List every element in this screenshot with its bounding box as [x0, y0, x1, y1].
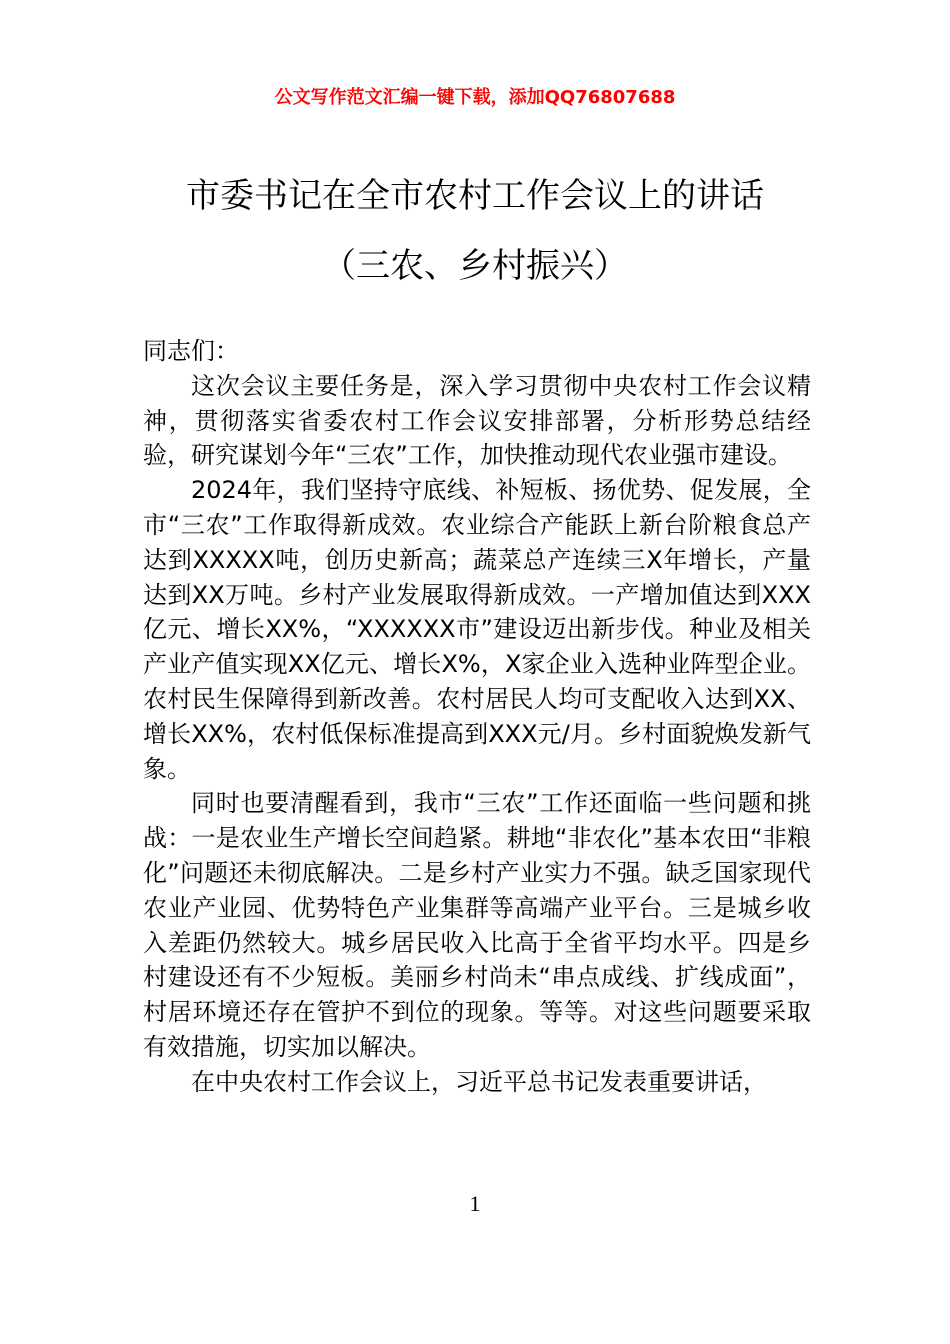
- document-subtitle: （三农、乡村振兴）: [322, 246, 628, 286]
- document-body: [143, 334, 811, 1100]
- paragraph-2: 2024年，我们坚持守底线、补短板、扬优势、促发展，全市“三农”工作取得新成效。农业综合产能跃上新台阶粮食总产达到XXXXX吨，创历史新高；蔬菜总产连续三X年增长，产量达到XX万吨。乡村产业发展取得新成效。一产增加值达到XXX亿元、增长XX%，“XXXXXX市”建设迈出新步伐。种业及相关产业产值实现XX亿元、增长X%，X家企业入选种业阵型企业。农村民生保障得到新改善。农村居民人均可支配收入达到XX、增长XX%，农村低保标准提高到XXX元/月。乡村面貌焕发新气象。: [143, 476, 811, 783]
- paragraph-4: 在中央农村工作会议上，习近平总书记发表重要讲话，: [191, 1067, 767, 1096]
- paragraph-1: 这次会议主要任务是，深入学习贯彻中央农村工作会议精神，贯彻落实省委农村工作会议安排部署，分析形势总结经验，研究谋划今年“三农”工作，加快推动现代农业强市建设。: [143, 371, 811, 470]
- download-note: 公文写作范文汇编一键下载，添加QQ76807688: [274, 87, 676, 108]
- document-title: 市委书记在全市农村工作会议上的讲话: [186, 176, 764, 216]
- salutation: 同志们：: [143, 337, 239, 365]
- page-number: 1: [469, 1191, 481, 1216]
- paragraph-3: 同时也要清醒看到，我市“三农”工作还面临一些问题和挑战：一是农业生产增长空间趋紧。耕地“非农化”基本农田“非粮化”问题还未彻底解决。二是乡村产业实力不强。缺乏国家现代农业产业园、优势特色产业集群等高端产业平台。三是城乡收入差距仍然较大。城乡居民收入比高于全省平均水平。四是乡村建设还有不少短板。美丽乡村尚未“串点成线、扩线成面”，村居环境还存在管护不到位的现象。等等。对这些问题要采取有效措施，切实加以解决。: [143, 789, 811, 1061]
